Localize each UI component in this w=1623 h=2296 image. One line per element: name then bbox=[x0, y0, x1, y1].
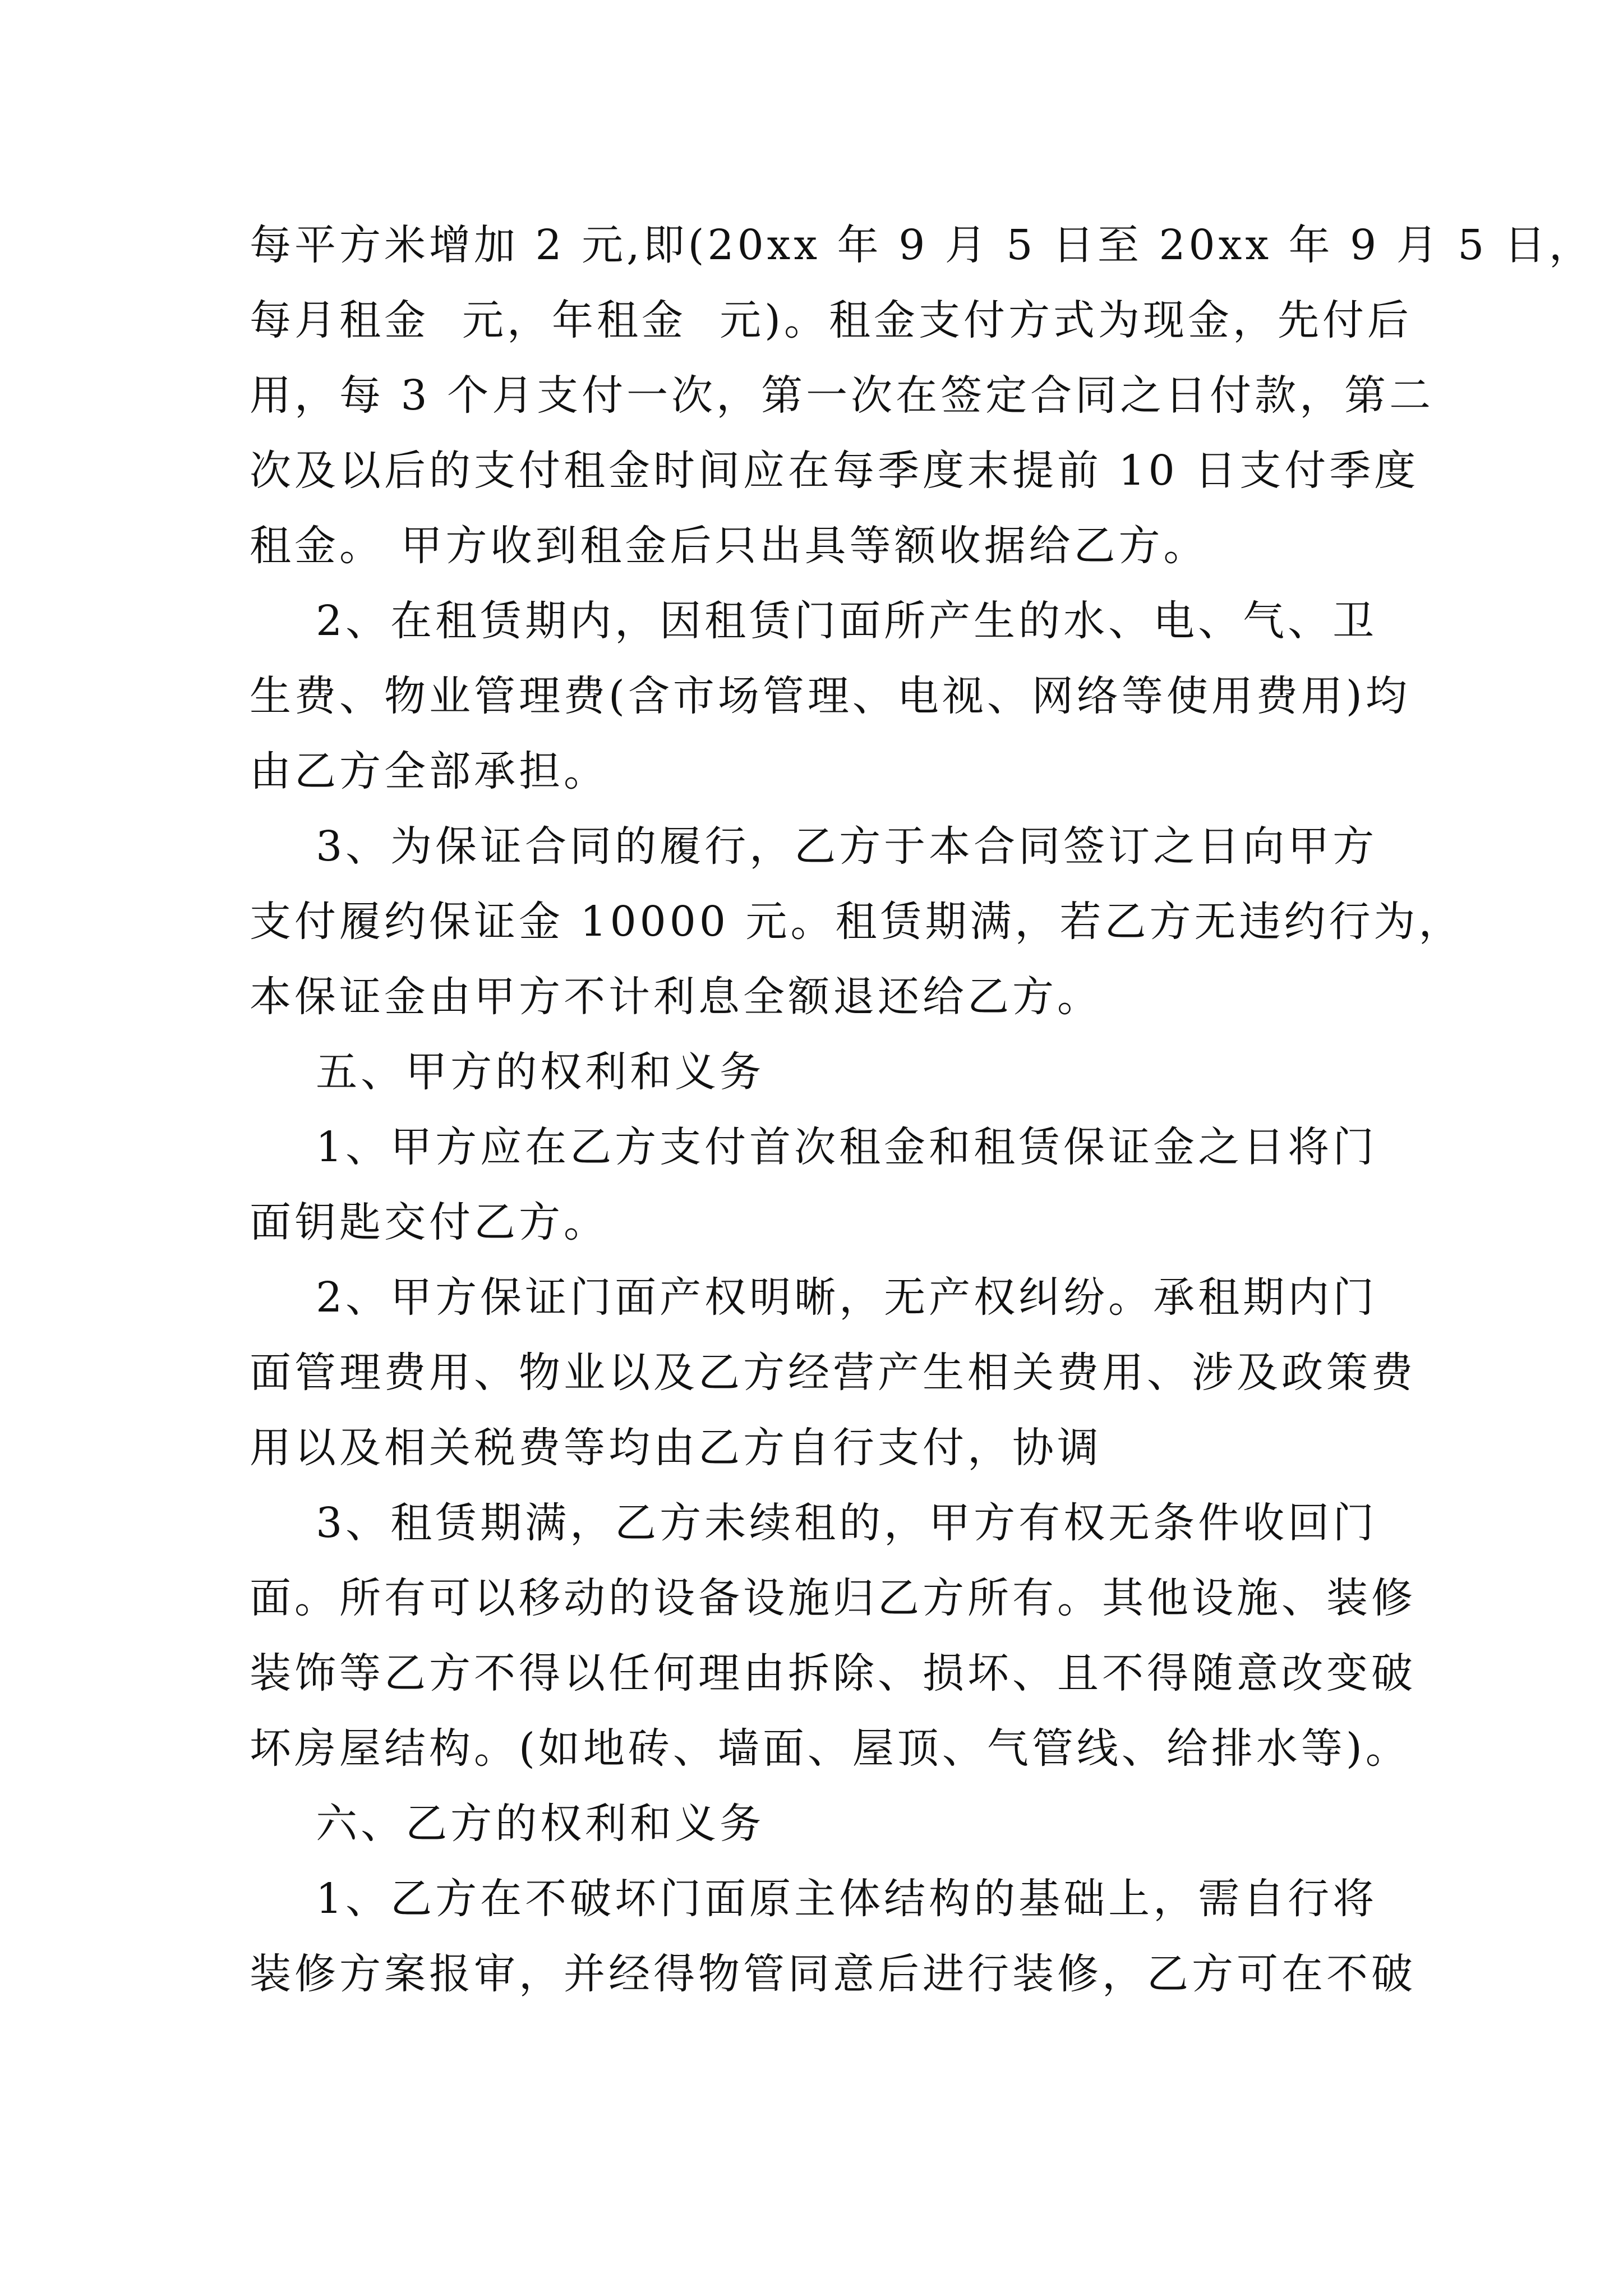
section-heading: 六、乙方的权利和义务 bbox=[250, 1800, 765, 1848]
text-line: 坏房屋结构。(如地砖、墙面、屋顶、气管线、给排水等)。 bbox=[250, 1724, 1410, 1773]
text-line: 装修方案报审，并经得物管同意后进行装修，乙方可在不破 bbox=[250, 1950, 1416, 1998]
text-line: 次及以后的支付租金时间应在每季度末提前 10 日支付季度 bbox=[250, 447, 1419, 495]
text-line: 3、为保证合同的履行，乙方于本合同签订之日向甲方 bbox=[250, 822, 1378, 871]
text-line: 每月租金 元，年租金 元)。租金支付方式为现金，先付后 bbox=[250, 296, 1412, 344]
document-body bbox=[250, 208, 1594, 2012]
text-line: 每平方米增加 2 元,即(20xx 年 9 月 5 日至 20xx 年 9 月 5 日， bbox=[250, 221, 1594, 269]
text-line: 1、乙方在不破坏门面原主体结构的基础上，需自行将 bbox=[250, 1875, 1378, 1923]
text-line: 面。所有可以移动的设备设施归乙方所有。其他设施、装修 bbox=[250, 1574, 1416, 1622]
text-line: 3、租赁期满，乙方未续租的，甲方有权无条件收回门 bbox=[250, 1499, 1378, 1547]
text-line: 租金。 甲方收到租金后只出具等额收据给乙方。 bbox=[250, 522, 1209, 570]
text-line: 用，每 3 个月支付一次，第一次在签定合同之日付款，第二 bbox=[250, 371, 1435, 420]
text-line: 由乙方全部承担。 bbox=[250, 747, 608, 795]
text-line: 本保证金由甲方不计利息全额退还给乙方。 bbox=[250, 973, 1102, 1021]
text-line: 2、在租赁期内，因租赁门面所产生的水、电、气、卫 bbox=[250, 597, 1378, 645]
text-line: 面钥匙交付乙方。 bbox=[250, 1198, 608, 1246]
text-line: 用以及相关税费等均由乙方自行支付，协调 bbox=[250, 1424, 1102, 1472]
text-line: 面管理费用、物业以及乙方经营产生相关费用、涉及政策费 bbox=[250, 1349, 1416, 1397]
text-line: 2、甲方保证门面产权明晰，无产权纠纷。承租期内门 bbox=[250, 1273, 1378, 1322]
text-line: 装饰等乙方不得以任何理由拆除、损坏、且不得随意改变破 bbox=[250, 1649, 1416, 1697]
text-line: 支付履约保证金 10000 元。租赁期满，若乙方无违约行为， bbox=[250, 898, 1464, 946]
section-heading: 五、甲方的权利和义务 bbox=[250, 1048, 765, 1096]
text-line: 生费、物业管理费(含市场管理、电视、网络等使用费用)均 bbox=[250, 672, 1410, 720]
text-line: 1、甲方应在乙方支付首次租金和租赁保证金之日将门 bbox=[250, 1123, 1378, 1171]
